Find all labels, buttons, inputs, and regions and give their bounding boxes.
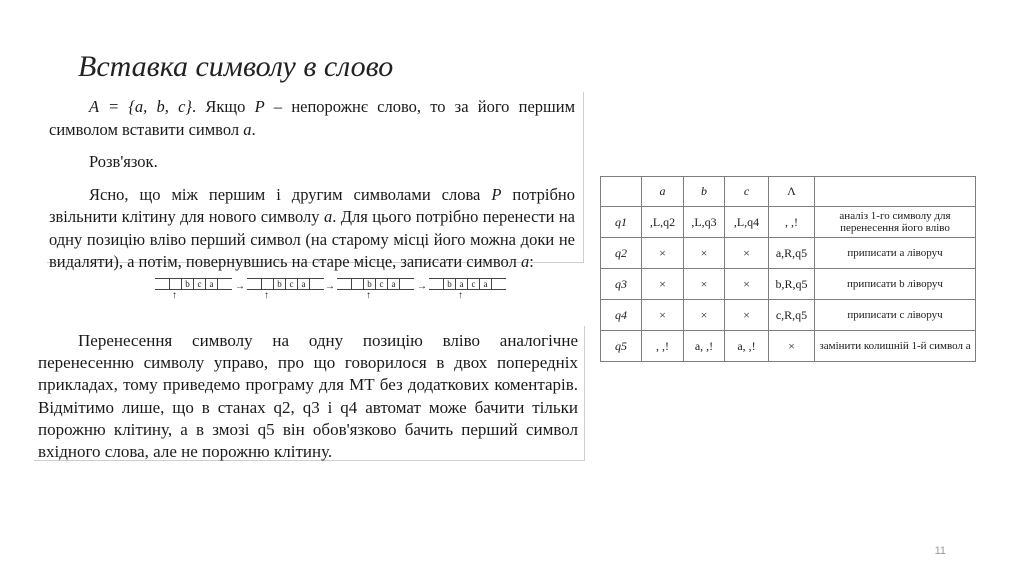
commentary-text: Перенесення символу на одну позицію вліво аналогічне перенесенню символу управо, про що говорилося в двох попередніх прикладах, тому приведемо програму для МТ без додаткових коментарів. Відмітимо лише, що в станах q2, q3 і q4 автомат може бачити тільки порожню клітину, а в змозі q5 він обов'язково бачить перший символ вхідного слова, але не порожню клітину.: [38, 331, 578, 462]
tape-pointer: ↑: [366, 290, 371, 301]
tape-state-2: b c a ↑: [247, 278, 324, 290]
problem-statement: A = {a, b, c}. Якщо P – непорожнє слово, то за його першим символом вставити символ a.: [49, 97, 576, 139]
transition-table: [600, 176, 976, 362]
commentary-box: [34, 326, 585, 461]
solution-label: Розв'язок.: [89, 152, 158, 171]
table-row: q2 × × × a,R,q5 приписати a ліворуч: [601, 238, 976, 269]
tape-state-3: b c a ↑: [337, 278, 414, 290]
solution-explanation: Ясно, що між першим і другим символами слова P потрібно звільнити клітину для нового символу a. Для цього потрібно перенести на одну позицію вліво перший символ (на старому місці його можна доки не видаляти), а потім, повернувшись на старе місце, записати символ a:: [49, 184, 575, 271]
table-header-row: a b c Λ: [601, 177, 976, 207]
arrow-icon: →: [325, 281, 335, 292]
tape-state-1: b c a ↑: [155, 278, 232, 290]
arrow-icon: →: [235, 281, 245, 292]
tape-state-4: b a c a ↑: [429, 278, 506, 290]
tape-pointer: ↑: [172, 290, 177, 301]
table-row: q5 , ,! a, ,! a, ,! × замінити колишній 1-й символ a: [601, 331, 976, 362]
table-row: q4 × × × c,R,q5 приписати c ліворуч: [601, 300, 976, 331]
tape-illustration: [155, 278, 515, 304]
page-number: 11: [934, 545, 946, 557]
tape-pointer: ↑: [264, 290, 269, 301]
problem-statement-box: [47, 92, 584, 271]
arrow-icon: →: [417, 281, 427, 292]
table-row: q3 × × × b,R,q5 приписати b ліворуч: [601, 269, 976, 300]
tape-pointer: ↑: [458, 290, 463, 301]
slide-title: Вставка символу в слово: [78, 50, 394, 83]
table-row: q1 ,L,q2 ,L,q3 ,L,q4 , ,! аналіз 1-го символу для перенесення його вліво: [601, 207, 976, 238]
